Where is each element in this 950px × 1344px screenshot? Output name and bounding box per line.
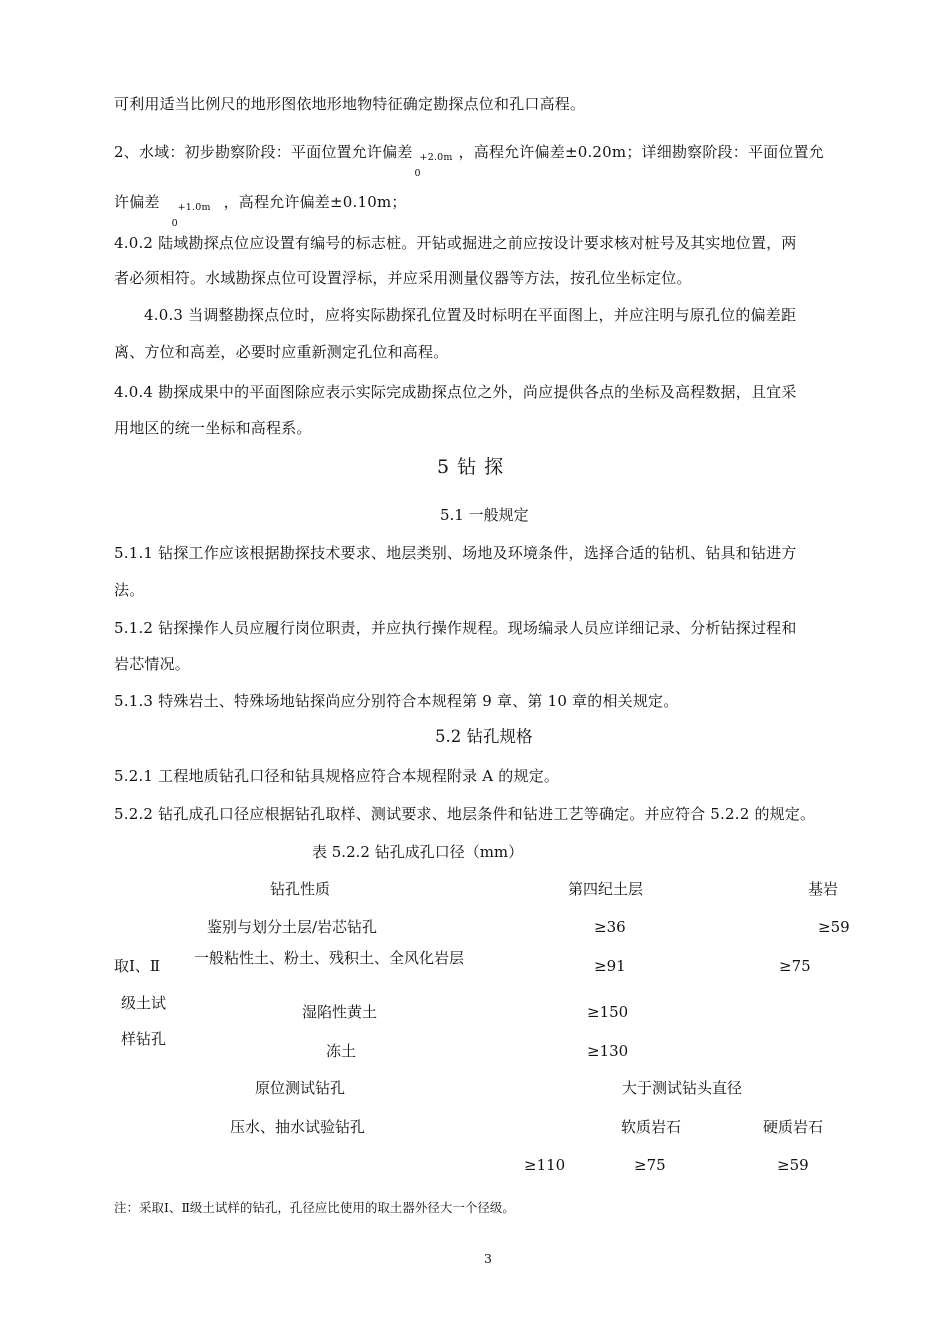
table-cell: 原位测试钻孔	[255, 1079, 346, 1097]
table-header-cell: 基岩	[808, 880, 839, 898]
paragraph-line: 用地区的统一坐标和高程系。	[114, 419, 312, 437]
section-title: 5.1 一般规定	[440, 506, 529, 524]
table-group-label: 取Ⅰ、Ⅱ	[114, 957, 161, 975]
table-group-label: 级土试	[121, 994, 167, 1012]
tolerance-lower: 0	[414, 168, 421, 179]
paragraph-line: 法。	[114, 581, 145, 599]
paragraph-line: 可利用适当比例尺的地形图依地形地物特征确定勘探点位和孔口高程。	[114, 95, 586, 113]
table-cell: 大于测试钻头直径	[622, 1079, 743, 1097]
paragraph-line: 离、方位和高差，必要时应重新测定孔位和高程。	[114, 343, 449, 361]
table-cell: ≥91	[594, 957, 626, 975]
page-number: 3	[484, 1251, 492, 1266]
paragraph-line: 4.0.3 当调整勘探点位时，应将实际勘探孔位置及时标明在平面图上，并应注明与原孔位的偏差距	[144, 306, 797, 324]
table-cell: ≥59	[777, 1156, 809, 1174]
table-header-cell: 钻孔性质	[270, 880, 331, 898]
section-title: 5.2 钻孔规格	[435, 727, 533, 746]
paragraph-line: 5.2.2 钻孔成孔口径应根据钻孔取样、测试要求、地层条件和钻进工艺等确定。并应符合 5.2.2 的规定。	[114, 805, 816, 823]
paragraph-line: 岩芯情况。	[114, 655, 191, 673]
table-cell: 压水、抽水试验钻孔	[230, 1118, 366, 1136]
text-segment: ，高程允许偏差±0.10m；	[223, 193, 407, 211]
table-note: 注：采取Ⅰ、Ⅱ级土试样的钻孔，孔径应比使用的取土器外径大一个径级。	[114, 1200, 515, 1215]
table-cell: ≥59	[818, 918, 850, 936]
table-cell: 软质岩石	[621, 1118, 682, 1136]
table-cell: ≥75	[779, 957, 811, 975]
table-caption: 表 5.2.2 钻孔成孔口径（mm）	[312, 843, 524, 861]
chapter-title: 5 钻 探	[437, 456, 505, 478]
table-group-label: 样钻孔	[121, 1030, 167, 1048]
paragraph-water-line1	[114, 142, 824, 179]
text-segment: 2、水域：初步勘察阶段：平面位置允许偏差	[114, 143, 413, 161]
table-cell: ≥130	[587, 1042, 629, 1060]
tolerance-upper: +2.0m	[419, 152, 453, 163]
table-cell: 湿陷性黄土	[302, 1003, 378, 1021]
table-cell: ≥150	[587, 1003, 629, 1021]
table-cell: 冻土	[326, 1042, 357, 1060]
paragraph-line: 5.1.3 特殊岩土、特殊场地钻探尚应分别符合本规程第 9 章、第 10 章的相关规定。	[114, 692, 679, 710]
table-cell: 硬质岩石	[763, 1118, 824, 1136]
paragraph-line: 4.0.4 勘探成果中的平面图除应表示实际完成勘探点位之外，尚应提供各点的坐标及高程数据，且宜采	[114, 383, 797, 401]
table-cell: ≥75	[634, 1156, 666, 1174]
table-header-cell: 第四纪土层	[568, 880, 644, 898]
tolerance-lower: 0	[171, 218, 178, 229]
tolerance-upper: +1.0m	[177, 202, 211, 213]
table-cell: ≥110	[524, 1156, 566, 1174]
table-cell: 一般粘性土、粉土、残积土、全风化岩层	[194, 949, 465, 967]
text-segment: ，高程允许偏差±0.20m；详细勘察阶段：平面位置允	[458, 143, 824, 161]
paragraph-water-line2	[114, 192, 407, 229]
table-cell: 鉴别与划分土层/岩芯钻孔	[207, 918, 378, 936]
paragraph-line: 5.1.2 钻探操作人员应履行岗位职责，并应执行操作规程。现场编录人员应详细记录、分析钻探过程和	[114, 619, 797, 637]
paragraph-line: 者必须相符。水域勘探点位可设置浮标，并应采用测量仪器等方法，按孔位坐标定位。	[114, 269, 692, 287]
table-cell: ≥36	[594, 918, 626, 936]
paragraph-line: 5.1.1 钻探工作应该根据勘探技术要求、地层类别、场地及环境条件，选择合适的钻机、钻具和钻进方	[114, 544, 797, 562]
text-segment: 许偏差	[114, 193, 160, 211]
paragraph-line: 4.0.2 陆域勘探点位应设置有编号的标志桩。开钻或掘进之前应按设计要求核对桩号及其实地位置，两	[114, 234, 797, 252]
paragraph-line: 5.2.1 工程地质钻孔口径和钻具规格应符合本规程附录 A 的规定。	[114, 767, 560, 785]
